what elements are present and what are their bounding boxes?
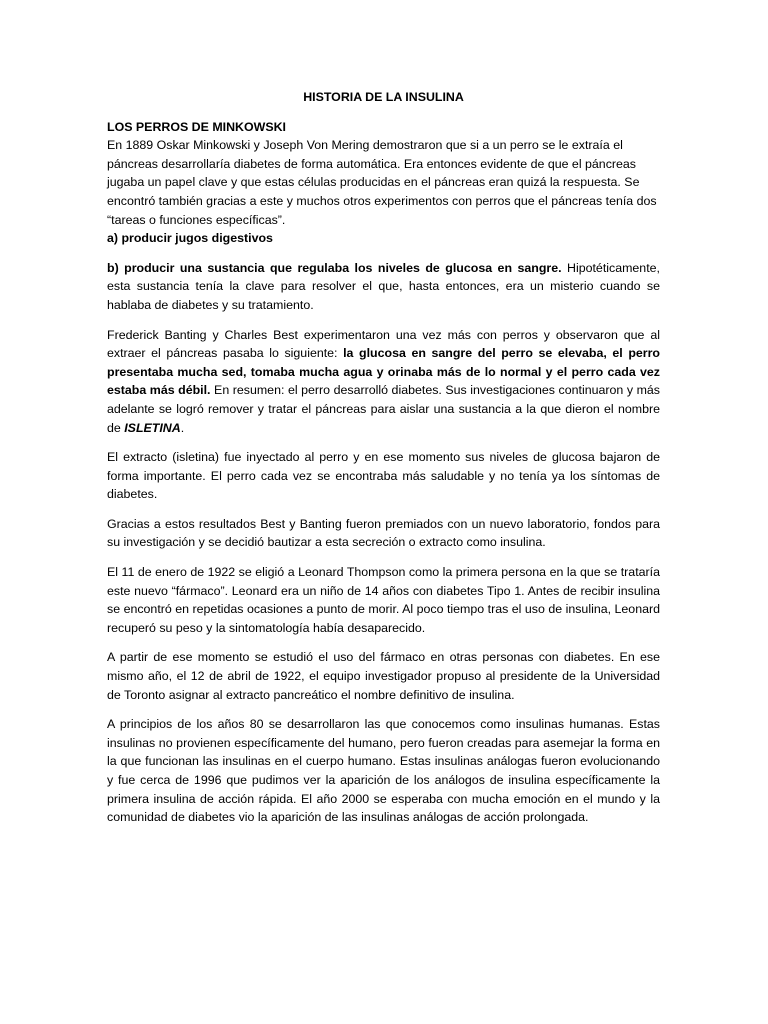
paragraph-awards: Gracias a estos resultados Best y Banting fueron premiados con un nuevo laboratorio, fondos para su investigación y se decidió bautizar a esta secreción o extracto como insulina. bbox=[107, 516, 660, 550]
list-item-b-rest: Hipotéticamente, esta sustancia tenía la clave para resolver el que, hasta entonces, era un misterio cuando se hablaba de diabetes y su tratamiento. bbox=[107, 260, 660, 312]
paragraph-banting-start: Frederick Banting y Charles Best experimentaron una vez más con perros y observaron que al extraer el páncreas pasaba lo siguiente: bbox=[107, 327, 660, 361]
paragraph-banting-best bbox=[107, 326, 660, 438]
paragraph-banting-end: En resumen: el perro desarrolló diabetes. Sus investigaciones continuaron y más adelante se logró remover y tratar el páncreas para aislar una sustancia a la que dieron el nombre de bbox=[107, 383, 660, 435]
paragraph-human-insulins: A principios de los años 80 se desarrollaron las que conocemos como insulinas humanas. Estas insulinas no provienen específicamente del humano, pero fueron creadas para asemejar la forma en la que funcionan las insulinas en el cuerpo humano. Estas insulinas análogas fueron evolucionando y fue cerca de 1996 que pudimos ver la aparición de los análogos de insulina específicamente la primera insulina de acción rápida. El año 2000 se esperaba con mucha emoción en el mundo y la comunidad de diabetes vio la aparición de las insulinas análogas de acción prolongada. bbox=[107, 717, 660, 825]
list-item-b-label: b) bbox=[107, 260, 119, 275]
paragraph-minkowski: En 1889 Oskar Minkowski y Joseph Von Mering demostraron que si a un perro se le extraía el páncreas desarrollaría diabetes de forma automática. Era entonces evidente de que el páncreas jugaba un papel clave y que estas células producidas en el páncreas eran quizá la respuesta. Se encontró también gracias a este y muchos otros experimentos con perros que el páncreas tenía dos “tareas o funciones específicas”. bbox=[107, 138, 657, 227]
section-heading: LOS PERROS DE MINKOWSKI bbox=[107, 119, 286, 134]
paragraph-banting-period: . bbox=[180, 420, 185, 435]
term-isletina: ISLETINA bbox=[124, 420, 181, 435]
paragraph-extract: El extracto (isletina) fue inyectado al perro y en ese momento sus niveles de glucosa bajaron de forma importante. El perro cada vez se encontraba más saludable y no tenía ya los síntomas de diabetes. bbox=[107, 450, 660, 502]
document-page bbox=[107, 88, 660, 838]
document-title: HISTORIA DE LA INSULINA bbox=[303, 90, 464, 104]
paragraph-banting-bold: la glucosa en sangre del perro se elevaba, el perro presentaba mucha sed, tomaba mucha agua y orinaba más de lo normal y el perro cada vez estaba más débil. bbox=[107, 346, 660, 398]
list-item-b bbox=[107, 259, 660, 315]
paragraph-leonard: El 11 de enero de 1922 se eligió a Leonard Thompson como la primera persona en la que se trataría este nuevo “fármaco”. Leonard era un niño de 14 años con diabetes Tipo 1. Antes de recibir insulina se encontró en repetidas ocasiones a punto de morir. Al poco tiempo tras el uso de insulina, Leonard recuperó su peso y la sintomatología había desaparecido. bbox=[107, 565, 660, 635]
paragraph-toronto: A partir de ese momento se estudió el uso del fármaco en otras personas con diabetes. En ese mismo año, el 12 de abril de 1922, el equipo investigador propuso al presidente de la Universidad de Toronto asignar al extracto pancreático el nombre definitivo de insulina. bbox=[107, 650, 660, 702]
list-item-b-bold: producir una sustancia que regulaba los niveles de glucosa en sangre. bbox=[124, 260, 562, 275]
list-item-a: a) producir jugos digestivos bbox=[107, 231, 273, 246]
